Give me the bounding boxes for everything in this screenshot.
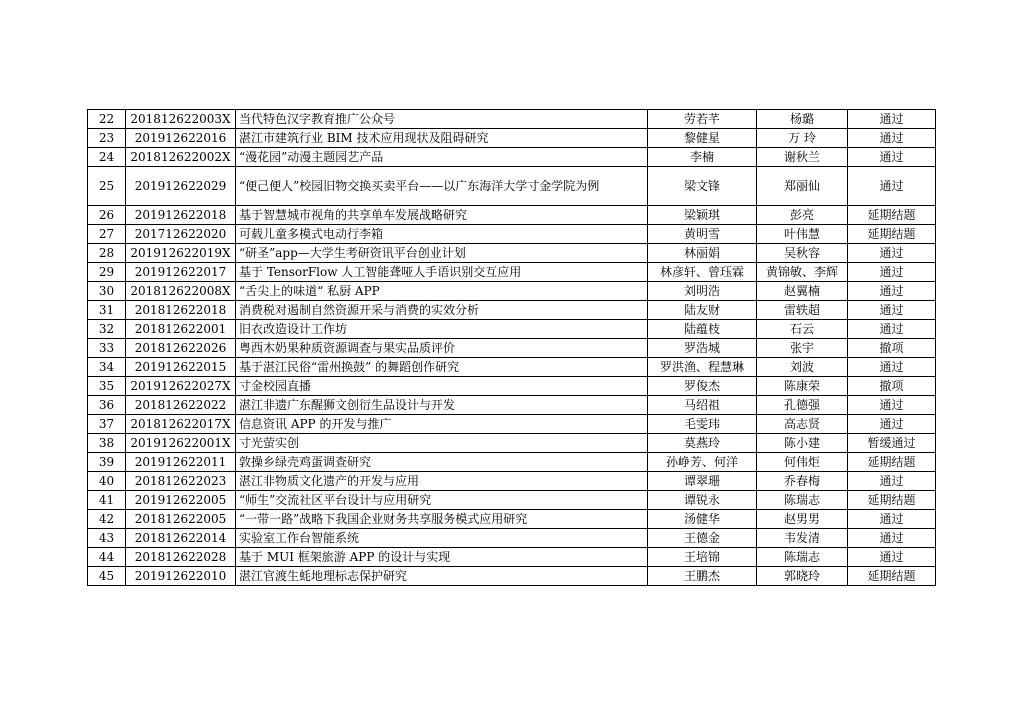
row-number: 27 [88,225,126,244]
row-number: 29 [88,263,126,282]
row-number: 23 [88,129,126,148]
project-title: 粤西木奶果种质资源调查与果实品质评价 [236,339,648,358]
project-leader: 陆友财 [648,301,757,320]
project-leader: 汤健华 [648,510,757,529]
project-advisor: 赵翼楠 [757,282,848,301]
project-leader: 劳若芊 [648,110,757,129]
row-number: 43 [88,529,126,548]
row-number: 42 [88,510,126,529]
row-number: 32 [88,320,126,339]
row-number: 40 [88,472,126,491]
project-advisor: 谢秋兰 [757,148,848,167]
table-row [88,472,936,491]
project-result: 通过 [848,415,936,434]
row-number: 25 [88,167,126,206]
project-leader: 毛雯玮 [648,415,757,434]
table-row [88,529,936,548]
project-result: 通过 [848,167,936,206]
project-title: 湛江官渡生蚝地理标志保护研究 [236,567,648,586]
project-id: 201912622011 [126,453,236,472]
project-leader: 李楠 [648,148,757,167]
table-row [88,358,936,377]
project-id: 201812622017X [126,415,236,434]
row-number: 37 [88,415,126,434]
project-leader: 谭翠珊 [648,472,757,491]
project-id: 201812622005 [126,510,236,529]
project-result: 撤项 [848,377,936,396]
table-row [88,282,936,301]
project-advisor: 陈小建 [757,434,848,453]
project-id: 201712622020 [126,225,236,244]
project-result: 撤项 [848,339,936,358]
project-id: 201912622027X [126,377,236,396]
project-id: 201812622022 [126,396,236,415]
row-number: 35 [88,377,126,396]
table-row [88,110,936,129]
project-id: 201812622023 [126,472,236,491]
project-result: 延期结题 [848,206,936,225]
table-row [88,453,936,472]
project-advisor: 陈康荣 [757,377,848,396]
project-advisor: 高志贤 [757,415,848,434]
project-title: “研圣”app—大学生考研资讯平台创业计划 [236,244,648,263]
project-leader: 黄明雪 [648,225,757,244]
row-number: 36 [88,396,126,415]
project-advisor: 吴秋容 [757,244,848,263]
row-number: 28 [88,244,126,263]
table-row [88,396,936,415]
project-title: “舌尖上的味道“ 私厨 APP [236,282,648,301]
row-number: 45 [88,567,126,586]
project-advisor: 张宇 [757,339,848,358]
table-row [88,320,936,339]
project-result: 通过 [848,529,936,548]
project-advisor: 陈瑞志 [757,548,848,567]
row-number: 24 [88,148,126,167]
row-number: 31 [88,301,126,320]
project-advisor: 郑丽仙 [757,167,848,206]
project-leader: 罗浩城 [648,339,757,358]
project-advisor: 孔德强 [757,396,848,415]
project-table-body [88,110,936,586]
table-row [88,206,936,225]
project-leader: 林彦轩、曾珏霖 [648,263,757,282]
project-leader: 孙峥芳、何洋 [648,453,757,472]
project-title: 基于 TensorFlow 人工智能聋哑人手语识别交互应用 [236,263,648,282]
project-table [87,109,936,586]
table-row [88,129,936,148]
project-result: 延期结题 [848,567,936,586]
project-title: 湛江非遗广东醒狮文创衍生品设计与开发 [236,396,648,415]
table-row [88,148,936,167]
project-title: “便己便人”校园旧物交换买卖平台——以广东海洋大学寸金学院为例 [236,167,648,206]
project-leader: 林丽娟 [648,244,757,263]
project-advisor: 郭晓玲 [757,567,848,586]
project-leader: 罗洪渔、程慧琳 [648,358,757,377]
project-title: 当代特色汉字教育推广公众号 [236,110,648,129]
table-row [88,339,936,358]
project-id: 201912622017 [126,263,236,282]
project-result: 通过 [848,320,936,339]
project-title: 实验室工作台智能系统 [236,529,648,548]
table-row [88,377,936,396]
project-title: 可载儿童多模式电动行李箱 [236,225,648,244]
project-advisor: 韦发清 [757,529,848,548]
table-row [88,244,936,263]
project-advisor: 陈瑞志 [757,491,848,510]
table-row [88,491,936,510]
project-id: 201812622008X [126,282,236,301]
table-row [88,225,936,244]
project-result: 通过 [848,548,936,567]
project-advisor: 杨璐 [757,110,848,129]
project-leader: 罗俊杰 [648,377,757,396]
project-leader: 王德金 [648,529,757,548]
project-leader: 刘明浩 [648,282,757,301]
project-title: “师生”交流社区平台设计与应用研究 [236,491,648,510]
row-number: 38 [88,434,126,453]
project-advisor: 彭亮 [757,206,848,225]
project-id: 201812622003X [126,110,236,129]
project-title: 信息资讯 APP 的开发与推广 [236,415,648,434]
project-advisor: 雷轶超 [757,301,848,320]
table-row [88,567,936,586]
project-leader: 梁文锋 [648,167,757,206]
project-result: 通过 [848,244,936,263]
project-leader: 陆蕴枝 [648,320,757,339]
row-number: 39 [88,453,126,472]
project-leader: 谭锐永 [648,491,757,510]
project-id: 201912622005 [126,491,236,510]
project-id: 201912622016 [126,129,236,148]
project-advisor: 万 玲 [757,129,848,148]
table-row [88,510,936,529]
project-id: 201912622010 [126,567,236,586]
project-advisor: 黄锦敏、李辉 [757,263,848,282]
project-id: 201812622028 [126,548,236,567]
project-result: 延期结题 [848,491,936,510]
row-number: 34 [88,358,126,377]
row-number: 44 [88,548,126,567]
project-title: 消费税对遏制自然资源开采与消费的实效分析 [236,301,648,320]
project-leader: 马绍祖 [648,396,757,415]
project-id: 201812622001 [126,320,236,339]
table-row [88,415,936,434]
project-result: 暂缓通过 [848,434,936,453]
project-id: 201912622029 [126,167,236,206]
project-leader: 梁颖琪 [648,206,757,225]
project-result: 延期结题 [848,225,936,244]
project-result: 通过 [848,358,936,377]
project-leader: 王培锦 [648,548,757,567]
row-number: 30 [88,282,126,301]
project-title: 敦操乡绿壳鸡蛋调查研究 [236,453,648,472]
project-id: 201912622001X [126,434,236,453]
project-title: “一带一路”战略下我国企业财务共享服务模式应用研究 [236,510,648,529]
project-advisor: 乔春梅 [757,472,848,491]
project-result: 通过 [848,472,936,491]
project-id: 201812622014 [126,529,236,548]
project-title: 基于 MUI 框架旅游 APP 的设计与实现 [236,548,648,567]
project-advisor: 刘波 [757,358,848,377]
table-row [88,263,936,282]
project-id: 201912622019X [126,244,236,263]
project-advisor: 石云 [757,320,848,339]
project-id: 201812622018 [126,301,236,320]
project-title: 湛江非物质文化遗产的开发与应用 [236,472,648,491]
project-advisor: 叶伟慧 [757,225,848,244]
project-result: 通过 [848,263,936,282]
project-result: 通过 [848,510,936,529]
table-row [88,167,936,206]
project-id: 201812622002X [126,148,236,167]
project-advisor: 何伟炬 [757,453,848,472]
row-number: 33 [88,339,126,358]
project-result: 通过 [848,148,936,167]
project-title: 旧衣改造设计工作坊 [236,320,648,339]
project-leader: 王鹏杰 [648,567,757,586]
project-result: 通过 [848,110,936,129]
project-id: 201812622026 [126,339,236,358]
project-title: 寸光萤实创 [236,434,648,453]
project-result: 延期结题 [848,453,936,472]
project-result: 通过 [848,282,936,301]
project-title: 湛江市建筑行业 BIM 技术应用现状及阻碍研究 [236,129,648,148]
row-number: 26 [88,206,126,225]
project-title: “漫花园”动漫主题园艺产品 [236,148,648,167]
project-result: 通过 [848,301,936,320]
project-result: 通过 [848,129,936,148]
project-leader: 黎健星 [648,129,757,148]
row-number: 41 [88,491,126,510]
row-number: 22 [88,110,126,129]
project-id: 201912622015 [126,358,236,377]
project-result: 通过 [848,396,936,415]
project-id: 201912622018 [126,206,236,225]
table-row [88,434,936,453]
project-title: 基于智慧城市视角的共享单车发展战略研究 [236,206,648,225]
project-advisor: 赵男男 [757,510,848,529]
project-leader: 莫燕玲 [648,434,757,453]
table-row [88,301,936,320]
project-title: 基于湛江民俗“雷州换鼓” 的舞蹈创作研究 [236,358,648,377]
table-row [88,548,936,567]
project-title: 寸金校园直播 [236,377,648,396]
